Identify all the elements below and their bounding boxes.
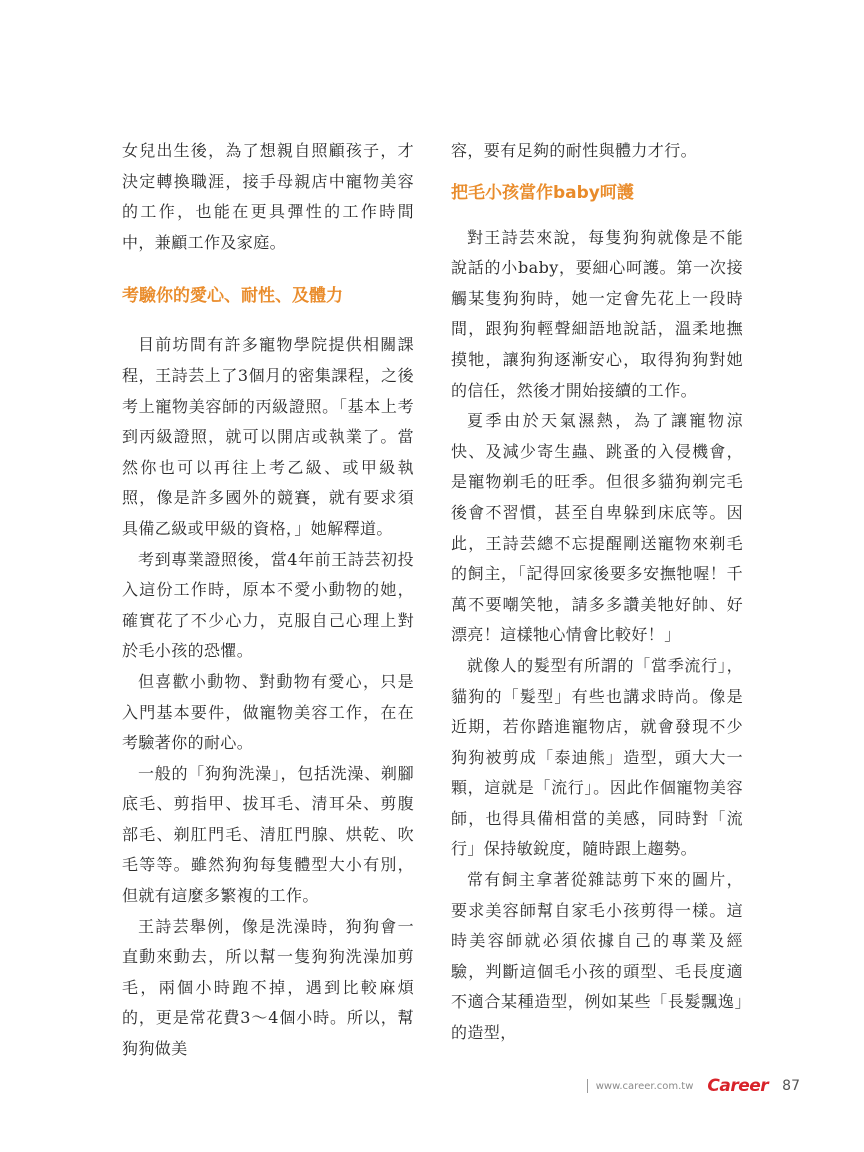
paragraph: 考到專業證照後，當4年前王詩芸初投入這份工作時，原本不愛小動物的她，確實花了不少心力，克服自己心理上對於毛小孩的恐懼。 xyxy=(122,549,414,661)
paragraph: 王詩芸舉例，像是洗澡時，狗狗會一直動來動去，所以幫一隻狗狗洗澡加剪毛，兩個小時跑不掉，遇到比較麻煩的，更是常花費3～4個小時。所以，幫狗狗做美 xyxy=(122,916,414,1059)
paragraph: 夏季由於天氣濕熱，為了讓寵物涼快、及減少寄生蟲、跳蚤的入侵機會，是寵物剃毛的旺季。但很多貓狗剃完毛後會不習慣，甚至自卑躲到床底等。因此，王詩芸總不忘提醒剛送寵物來剃毛的飼主，「記得回家後要多安撫牠喔！千萬不要嘲笑牠，請多多讚美牠好帥、好漂亮！這樣牠心情會比較好！」 xyxy=(451,411,743,645)
paragraph: 對王詩芸來說，每隻狗狗就像是不能說話的小baby，要細心呵護。第一次接觸某隻狗狗時，她一定會先花上一段時間，跟狗狗輕聲細語地說話，溫柔地撫摸牠，讓狗狗逐漸安心，取得狗狗對她的信任，然後才開始接續的工作。 xyxy=(451,227,743,400)
section-heading: 把毛小孩當作baby呵護 xyxy=(451,182,634,203)
paragraph: 常有飼主拿著從雜誌剪下來的圖片，要求美容師幫自家毛小孩剪得一樣。這時美容師就必須依據自己的專業及經驗，判斷這個毛小孩的頭型、毛長度適不適合某種造型，例如某些「長髮飄逸」的造型， xyxy=(451,870,743,1043)
paragraph: 就像人的髮型有所謂的「當季流行」，貓狗的「髮型」有些也講求時尚。像是近期，若你踏進寵物店，就會發現不少狗狗被剪成「泰迪熊」造型，頭大大一顆，這就是「流行」。因此作個寵物美容師，也得具備相當的美感，同時對「流行」保持敏銳度，隨時跟上趨勢。 xyxy=(451,655,743,859)
paragraph: 女兒出生後，為了想親自照顧孩子，才決定轉換職涯，接手母親店中寵物美容的工作，也能在更具彈性的工作時間中，兼顧工作及家庭。 xyxy=(122,141,414,252)
paragraph: 一般的「狗狗洗澡」，包括洗澡、剃腳底毛、剪指甲、拔耳毛、清耳朵、剪腹部毛、剃肛門毛、清肛門腺、烘乾、吹毛等等。雖然狗狗每隻體型大小有別，但就有這麼多繁複的工作。 xyxy=(122,763,414,906)
left-column xyxy=(122,136,414,1065)
page-number: 87 xyxy=(782,1078,800,1094)
right-column xyxy=(451,136,743,1049)
footer-url: www.career.com.tw xyxy=(595,1080,694,1092)
brand-logo: Career xyxy=(707,1076,769,1096)
paragraph: 目前坊間有許多寵物學院提供相關課程，王詩芸上了3個月的密集課程，之後考上寵物美容師的丙級證照。「基本上考到丙級證照，就可以開店或執業了。當然你也可以再往上考乙級、或甲級執照，像是許多國外的競賽，就有要求須具備乙級或甲級的資格，」她解釋道。 xyxy=(122,335,414,538)
page-footer xyxy=(587,1074,800,1098)
footer-divider xyxy=(587,1079,588,1093)
paragraph: 容，要有足夠的耐性與體力才行。 xyxy=(451,141,698,160)
paragraph: 但喜歡小動物、對動物有愛心，只是入門基本要件，做寵物美容工作，在在考驗著你的耐心。 xyxy=(122,671,414,753)
section-heading: 考驗你的愛心、耐性、及體力 xyxy=(122,286,343,307)
